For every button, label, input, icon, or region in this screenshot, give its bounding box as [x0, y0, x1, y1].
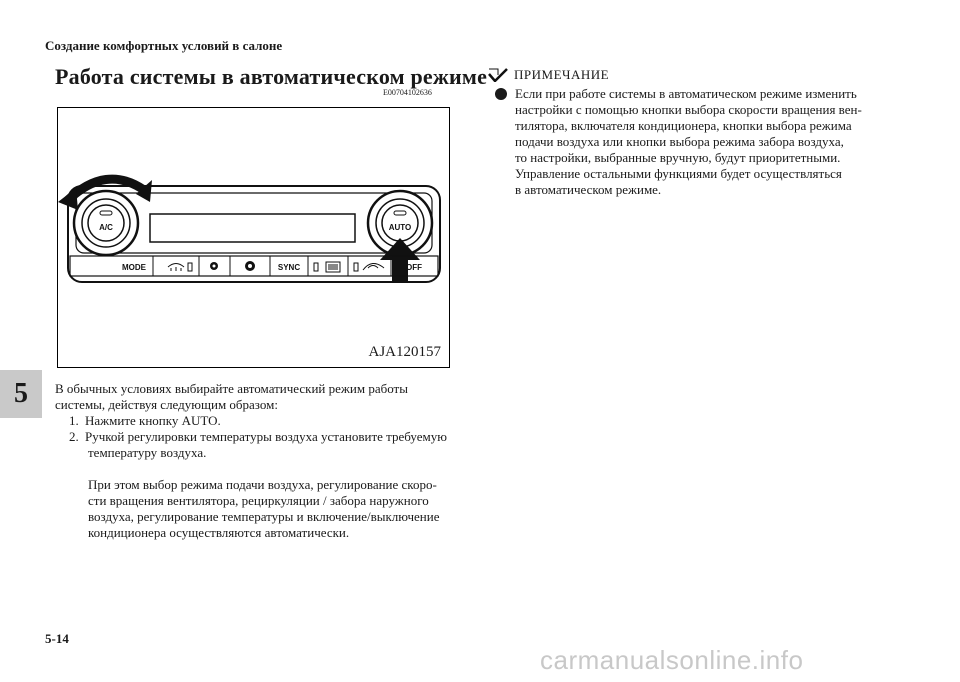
note-text	[515, 86, 862, 198]
section-title: Работа системы в автоматическом режиме	[55, 64, 488, 89]
note-heading-text: ПРИМЕЧАНИЕ	[514, 67, 610, 82]
section-code: E00704102636	[383, 88, 432, 97]
bullet-icon	[495, 88, 507, 100]
chapter-number: 5	[14, 378, 28, 409]
detail-line: воздуха, регулирование температуры и включение/выключение	[88, 509, 440, 524]
note-line: то настройки, выбранные вручную, будут приоритетными.	[515, 150, 841, 165]
note-line: тилятора, включателя кондиционера, кнопки выбора режима	[515, 118, 852, 133]
note-heading	[488, 67, 609, 83]
running-header: Создание комфортных условий в салоне	[45, 38, 283, 53]
step-text: Нажмите кнопку AUTO.	[85, 413, 221, 428]
note-line: в автоматическом режиме.	[515, 182, 662, 197]
note-line: подачи воздуха или кнопки выбора режима забора воздуха,	[515, 134, 844, 149]
climate-panel-figure	[57, 107, 450, 368]
intro-line: системы, действуя следующим образом:	[55, 397, 278, 412]
step-number: 2.	[69, 429, 79, 444]
watermark: carmanualsonline.info	[540, 645, 804, 675]
detail-line: сти вращения вентилятора, рециркуляции / забора наружного	[88, 493, 429, 508]
sync-label: SYNC	[277, 263, 301, 272]
detail-line: кондиционера осуществляются автоматически.	[88, 525, 350, 540]
note-block	[488, 86, 888, 198]
body-text	[55, 381, 455, 541]
mode-label: MODE	[122, 263, 146, 272]
note-line: настройки с помощью кнопки выбора скорости вращения вен-	[515, 102, 862, 117]
intro-line: В обычных условиях выбирайте автоматический режим работы	[55, 381, 408, 396]
step-number: 1.	[69, 413, 79, 428]
step-text-continued: температуру воздуха.	[88, 445, 207, 460]
off-label: OFF	[406, 263, 422, 272]
page-number: 5-14	[45, 631, 69, 646]
note-line: Управление остальными функциями будет осуществляться	[515, 166, 842, 181]
fan-low-icon	[210, 262, 218, 270]
fan-high-icon	[245, 261, 255, 271]
climate-panel-illustration	[58, 108, 449, 367]
auto-label: AUTO	[388, 223, 412, 232]
detail-line: При этом выбор режима подачи воздуха, регулирование скоро-	[88, 477, 437, 492]
note-check-icon	[488, 68, 508, 82]
figure-label: AJA120157	[368, 344, 441, 360]
step-item	[69, 413, 455, 429]
note-line: Если при работе системы в автоматическом режиме изменить	[515, 86, 857, 101]
step-list	[69, 413, 455, 445]
step-item	[69, 429, 455, 445]
step-text: Ручкой регулировки температуры воздуха установите требуемую	[85, 429, 447, 444]
chapter-tab	[0, 370, 42, 418]
ac-label: A/C	[99, 223, 113, 232]
